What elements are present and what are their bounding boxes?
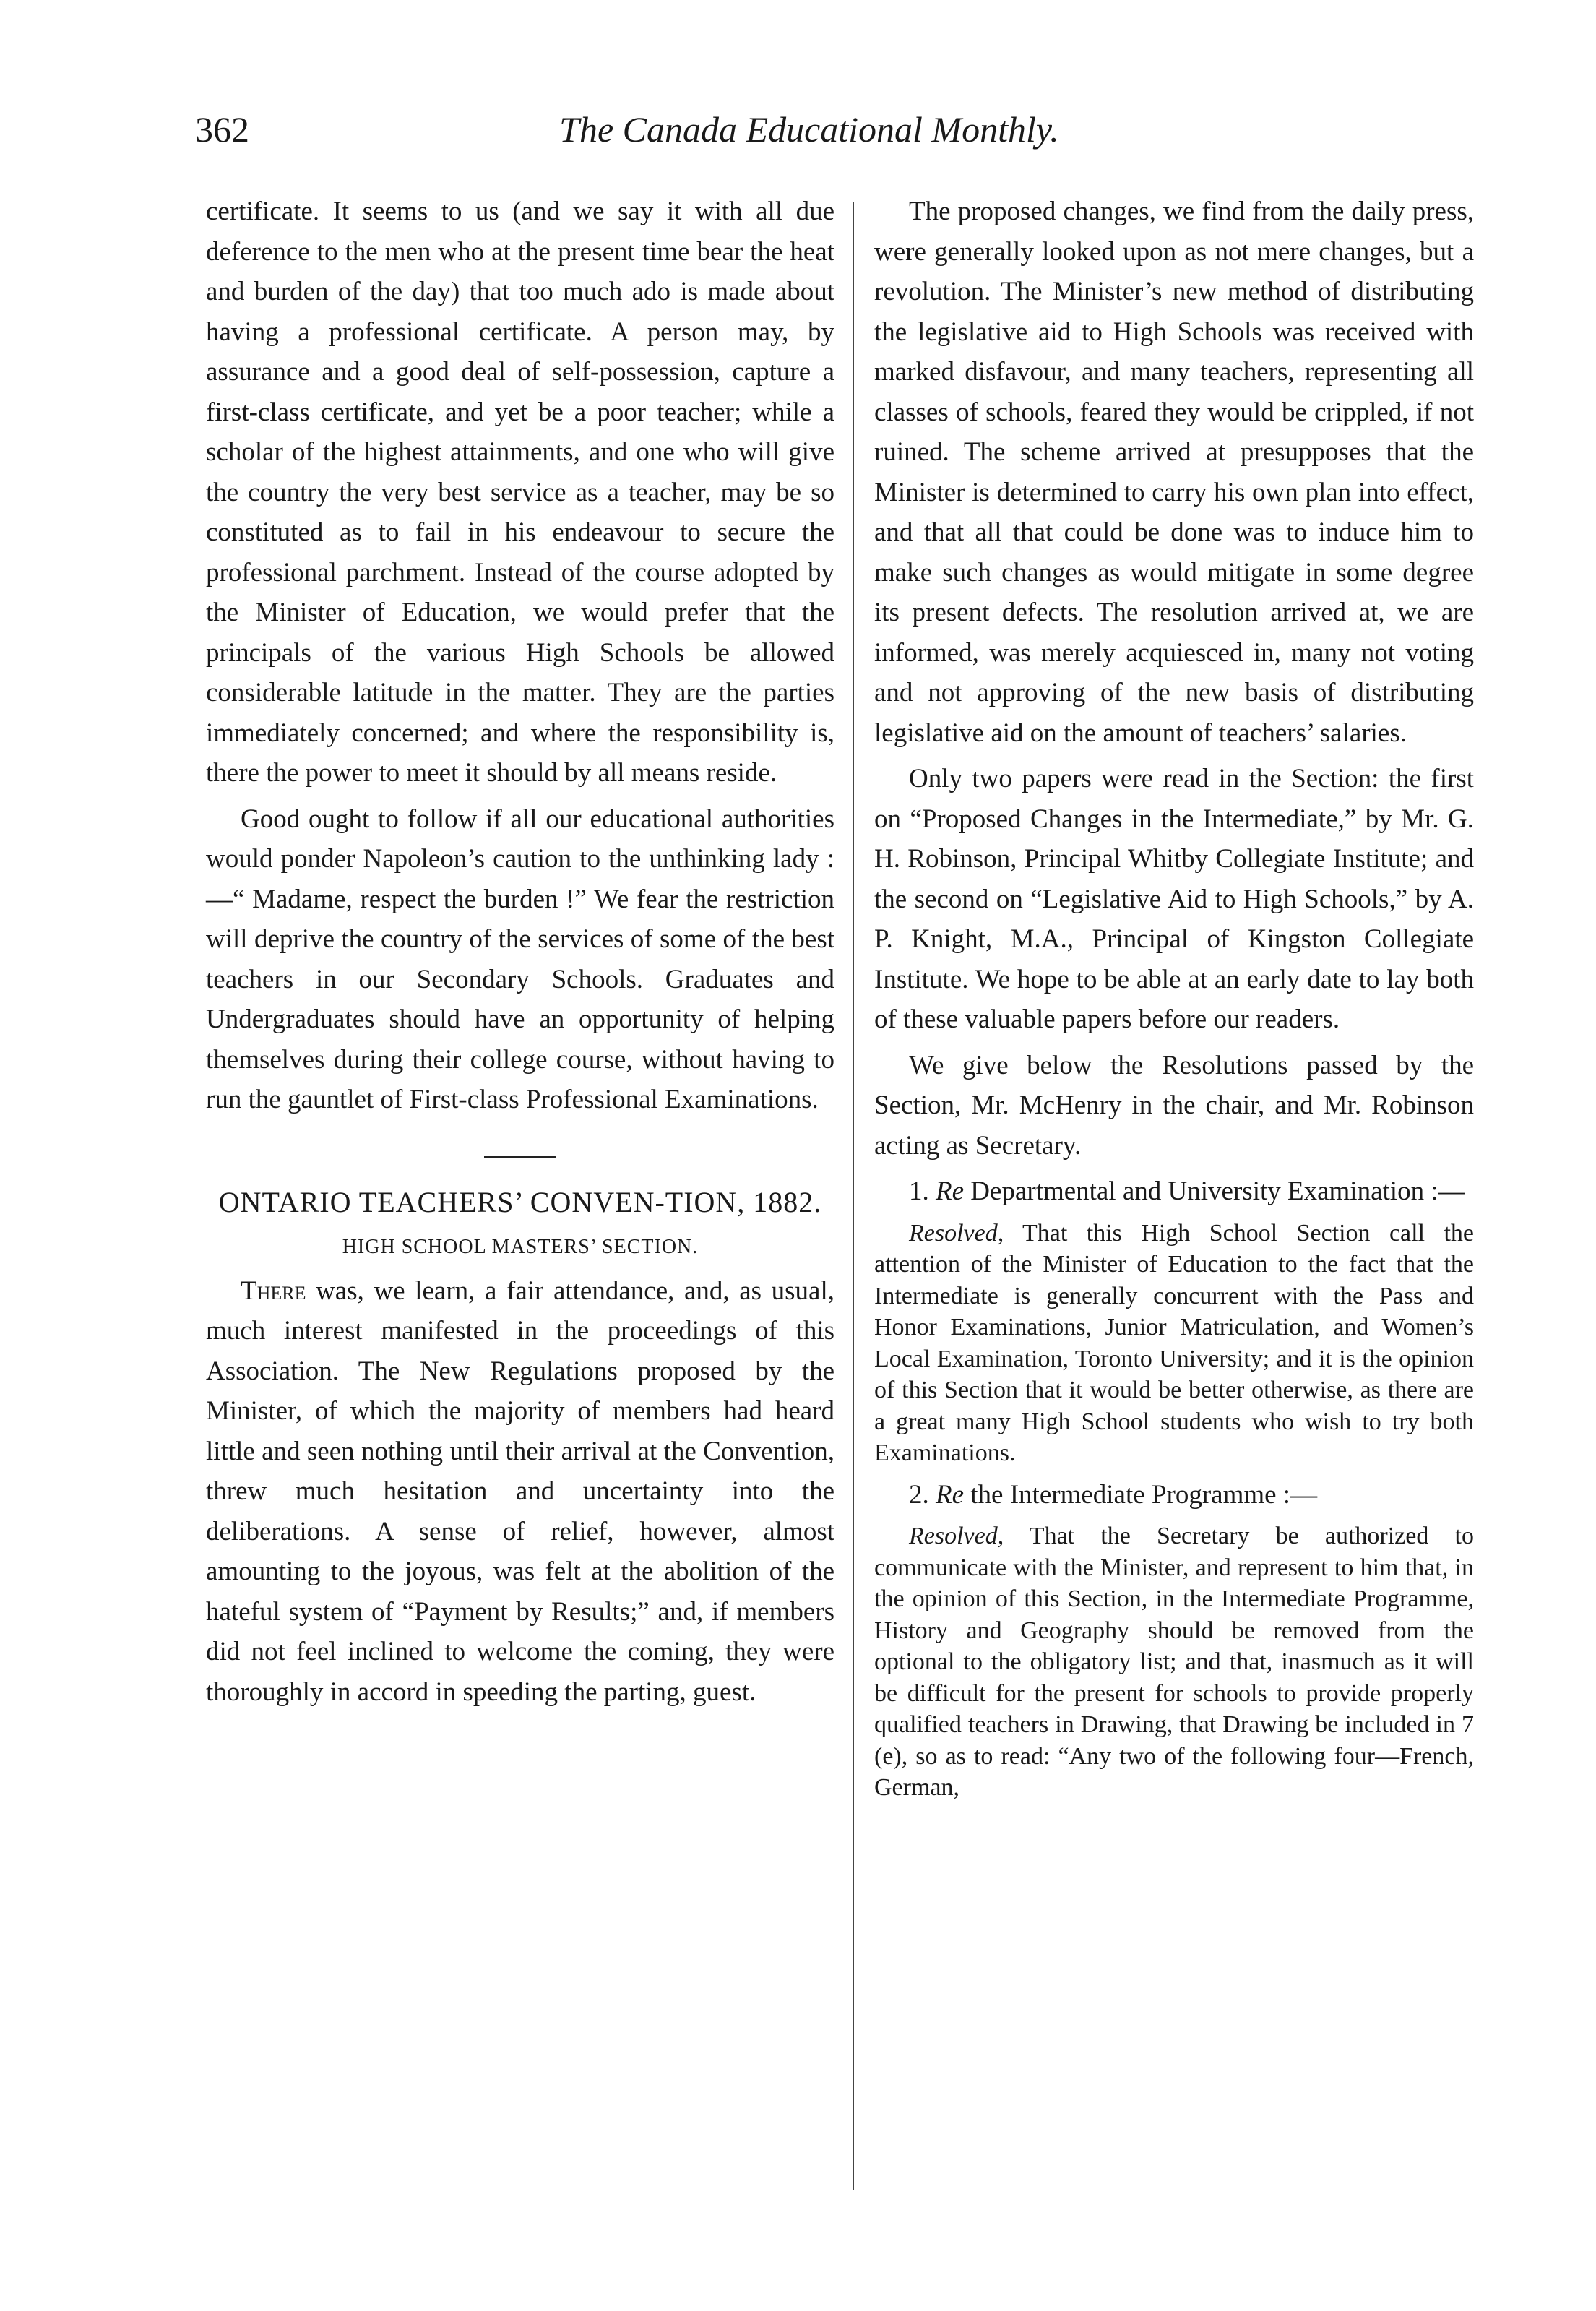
re-label: Re: [936, 1176, 965, 1206]
re-label: Re: [936, 1479, 965, 1510]
paragraph: The proposed changes, we find from the daily press, were generally looked upon as not mere changes, but a revolution. The Minister’s new method of distributing the legislative aid to High Schools was received with marked disfavour, and many teachers, representing all classes of schools, feared they would be crippled, if not ruined. The scheme arrived at presupposes that the Minister is determined to carry his own plan into effect, and that all that could be done was to induce him to make such changes as would mitigate in some degree its present defects. The resolution arrived at, we are informed, was merely acquiesced in, many not voting and not approving of the new basis of distributing legislative aid on the amount of teachers’ salaries.: [874, 197, 1474, 748]
paragraph: We give below the Resolutions passed by the Section, Mr. McHenry in the chair, and Mr. Robinson acting as Secretary.: [874, 1050, 1474, 1161]
paragraph: [206, 1271, 834, 1713]
resolution: [874, 1218, 1474, 1469]
resolution-text: That this High School Section call the attention of the Minister of Education to the fact that the Intermediate is generally concurrent with the Pass and Honor Examinations, Junior Matriculation, and Women’s Local Examination, Toronto University; and it is the opinion of this Section that it would be better otherwise, as there are a great many High School students who wish to try both Examinations.: [874, 1219, 1474, 1467]
resolution-number: 1.: [909, 1176, 929, 1206]
resolution-heading: [874, 1475, 1474, 1515]
paragraph: certificate. It seems to us (and we say it with all due deference to the men who at the present time bear the heat and burden of the day) that too much ado is made about having a professional certificate. A person may, by assurance and a good deal of self-possession, capture a first-class certificate, and yet be a poor teacher; while a scholar of the highest attainments, and one who will give the country the very best service as a teacher, may be so constituted as to fail in his endeavour to secure the professional parchment. Instead of the course adopted by the Minister of Education, we would prefer that the principals of the various High Schools be allowed considerable latitude in the matter. They are the parties immediately concerned; and where the responsibility is, there the power to meet it should by all means reside.: [206, 197, 834, 788]
paragraph: Only two papers were read in the Section: the first on “Proposed Changes in the Intermediate,” by Mr. G. H. Robinson, Principal Whitby Collegiate Institute; and the second on “Legislative Aid to High Schools,” by A. P. Knight, M.A., Principal of Kingston Collegiate Institute. We hope to be able at an early date to lay both of these valuable papers before our readers.: [874, 764, 1474, 1034]
lead-word: There: [241, 1275, 306, 1306]
resolved-label: Resolved,: [909, 1523, 1004, 1550]
right-column: [874, 191, 1474, 1809]
journal-title: The Canada Educational Monthly.: [559, 109, 1059, 150]
paragraph: Good ought to follow if all our educational authorities would ponder Napoleon’s caution to the unthinking lady :—“ Madame, respect the burden !” We fear the restriction will deprive the country of the services of some of the best teachers in our Secondary Schools. Graduates and Undergraduates should have an opportunity of helping themselves during their college course, without having to run the gauntlet of First-class Professional Examinations.: [206, 804, 834, 1114]
resolved-label: Resolved,: [909, 1219, 1004, 1247]
page-header: [195, 108, 1423, 166]
resolution-heading: [874, 1171, 1474, 1212]
section-heading: HIGH SCHOOL MASTERS’ SECTION.: [342, 1235, 699, 1258]
left-column: [206, 191, 834, 1718]
resolution-topic: the Intermediate Programme :—: [964, 1479, 1318, 1510]
column-divider: [853, 202, 854, 2190]
resolution-topic: Departmental and University Examination :—: [964, 1176, 1465, 1206]
resolution-text: That the Secretary be authorized to communicate with the Minister, and represent to him that, in the opinion of this Section, in the Intermediate Programme, History and Geography should be removed from the optional to the obligatory list; and that, inasmuch as it will be difficult for the present for schools to provide properly qualified teachers in Drawing, that Drawing be included in 7 (e), so as to read: “Any two of the following four—French, German,: [874, 1523, 1474, 1802]
resolution-number: 2.: [909, 1479, 929, 1510]
paragraph-text: was, we learn, a fair attendance, and, as usual, much interest manifested in the proceedings of this Association. The New Regulations proposed by the Minister, of which the majority of members had heard little and seen nothing until their arrival at the Convention, threw much hesitation and uncertainty into the deliberations. A sense of relief, however, almost amounting to the joyous, was felt at the abolition of the hateful system of “Payment by Results;” and, if members did not feel inclined to welcome the coming, they were thoroughly in accord in speeding the parting, guest.: [206, 1275, 834, 1707]
section-divider: [484, 1156, 556, 1158]
page-number: 362: [195, 109, 249, 150]
article-title: ONTARIO TEACHERS’ CONVEN-TION, 1882.: [218, 1185, 822, 1218]
resolution: [874, 1520, 1474, 1804]
